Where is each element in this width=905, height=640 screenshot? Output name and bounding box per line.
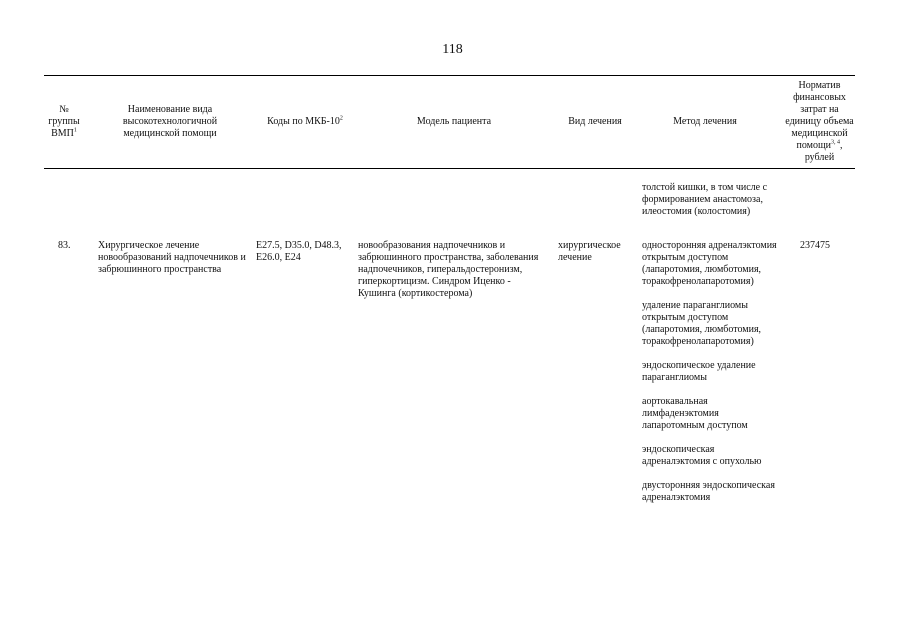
header-codes-footnote: 2	[339, 115, 343, 122]
row-methods	[642, 240, 780, 516]
header-treatment	[556, 76, 634, 168]
header-model	[357, 76, 551, 168]
header-norm-suffix: , рублей	[804, 140, 843, 163]
header-treatment-text: Вид лечения	[568, 116, 622, 127]
header-group	[44, 76, 84, 168]
header-group-footnote: 1	[73, 127, 77, 134]
method-item: удаление параганглиомы открытым доступом (лапаротомия, люмботомия, торакофренолапаротомия)	[642, 300, 762, 347]
header-method	[640, 76, 770, 168]
header-codes-text: Коды по МКБ-10	[267, 116, 340, 127]
header-norm-text: Норматив финансовых затрат на единицу объема медицинской помощи	[785, 80, 854, 151]
row-group-number: 83.	[58, 240, 71, 251]
header-group-text: № группы ВМП	[48, 104, 80, 139]
header-method-text: Метод лечения	[673, 116, 737, 127]
method-item: односторонняя адреналэктомия открытым доступом (лапаротомия, люмботомия, торакофренолапаротомия)	[642, 240, 777, 287]
header-model-text: Модель пациента	[416, 116, 492, 127]
header-norm	[784, 76, 855, 168]
method-item: эндоскопическое удаление параганглиомы	[642, 360, 756, 383]
row-name: Хирургическое лечение новообразований надпочечников и забрюшинного пространства	[98, 240, 246, 275]
continuation-method: толстой кишки, в том числе с формированием анастомоза, илеостомия (колостомия)	[642, 182, 768, 217]
page-number: 118	[442, 42, 463, 57]
row-treatment: хирургическое лечение	[558, 240, 621, 263]
header-norm-footnote: 3, 4	[831, 139, 841, 146]
header-name-text: Наименование вида высокотехнологичной медицинской помощи	[122, 104, 218, 139]
method-item: аортокавальная лимфаденэктомия лапаротомным доступом	[642, 396, 748, 431]
row-model: новообразования надпочечников и забрюшинного пространства, заболевания надпочечников, гиперальдостеронизм, гиперкортицизм. Синдром Иценко - Кушинга (кортикостерома)	[358, 240, 539, 299]
row-codes: E27.5, D35.0, D48.3, E26.0, E24	[256, 240, 342, 263]
row-norm: 237475	[800, 240, 830, 251]
header-name	[108, 76, 232, 168]
table-header-rule	[44, 168, 855, 169]
header-codes	[254, 76, 356, 168]
method-item: эндоскопическая адреналэктомия с опухолью	[642, 444, 762, 467]
method-item: двусторонняя эндоскопическая адреналэктомия	[642, 480, 775, 503]
